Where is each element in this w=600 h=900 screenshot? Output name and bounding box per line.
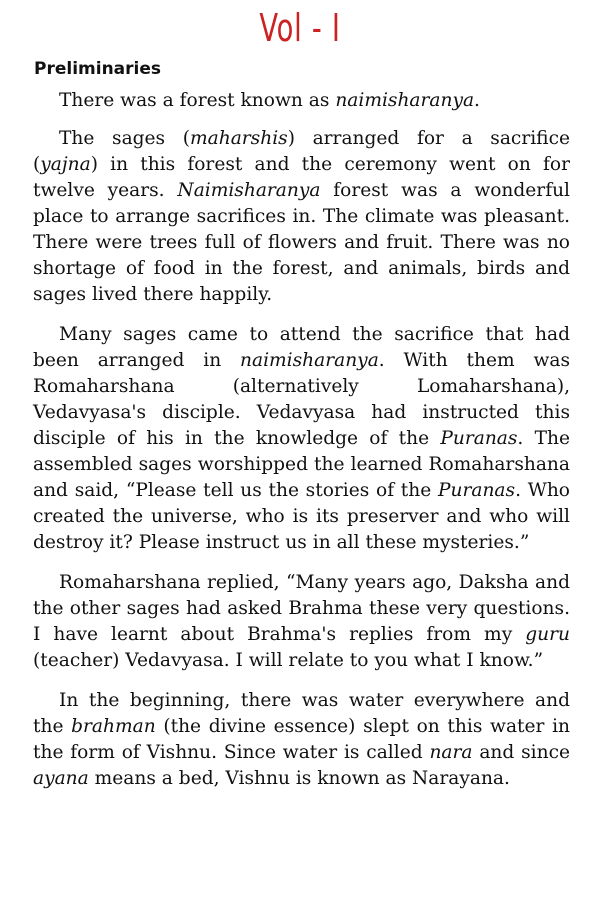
text-run: (the divine essence) slept on this water in the form of Vishnu. Since water is called — [33, 716, 570, 763]
text-run: Many sages came to attend the sacrifice that had been arranged in — [33, 324, 570, 371]
body-text — [33, 88, 570, 806]
italic-term: guru — [525, 624, 570, 645]
text-run: Romaharshana replied, “Many years ago, Daksha and the other sages had asked Brahma these very questions. I have learnt about Brahma's replies from my — [33, 572, 570, 645]
text-run: (teacher) Vedavyasa. I will relate to you what I know.” — [33, 650, 544, 671]
text-run: There was a forest known as — [59, 90, 336, 111]
text-run: The sages ( — [59, 128, 191, 149]
paragraph-2 — [33, 126, 570, 308]
text-run: . The assembled sages worshipped the learned Romaharshana and said, “Please tell us the stories of the — [33, 428, 570, 501]
text-run: . — [474, 90, 480, 111]
italic-term: yajna — [40, 154, 91, 175]
italic-term: nara — [429, 742, 473, 763]
text-run: ) arranged for a sacrifice ( — [33, 128, 570, 175]
italic-term: Puranas — [438, 480, 516, 501]
text-run: means a bed, Vishnu is known as Narayana. — [88, 768, 510, 789]
italic-term: Naimisharanya — [177, 180, 321, 201]
paragraph-3 — [33, 322, 570, 556]
text-run: and since — [472, 742, 570, 763]
section-heading: Preliminaries — [34, 59, 162, 79]
text-run: . Who created the universe, who is its preserver and who will destroy it? Please instruct us in all these mysteries.” — [33, 480, 570, 553]
italic-term: brahman — [71, 716, 156, 737]
text-run: In the beginning, there was water everywhere and the — [33, 690, 570, 737]
italic-term: naimisharanya — [335, 90, 475, 111]
italic-term: Puranas — [440, 428, 518, 449]
italic-term: naimisharanya — [240, 350, 379, 371]
paragraph-5 — [33, 688, 570, 792]
text-run: forest was a wonderful place to arrange sacrifices in. The climate was pleasant. There were trees full of flowers and fruit. There was no shortage of food in the forest, and animals, birds and sages lived there happily. — [33, 180, 571, 305]
italic-term: ayana — [33, 768, 89, 789]
text-run: ) in this forest and the ceremony went on for twelve years. — [33, 154, 570, 201]
paragraph-1 — [33, 88, 570, 114]
text-run: . With them was Romaharshana (alternatively Lomaharshana), Vedavyasa's disciple. Vedavyasa had instructed this disciple of his in the knowledge of the — [33, 350, 570, 449]
italic-term: maharshis — [190, 128, 288, 149]
paragraph-4 — [33, 570, 570, 674]
volume-title: Vol - I — [259, 6, 341, 50]
